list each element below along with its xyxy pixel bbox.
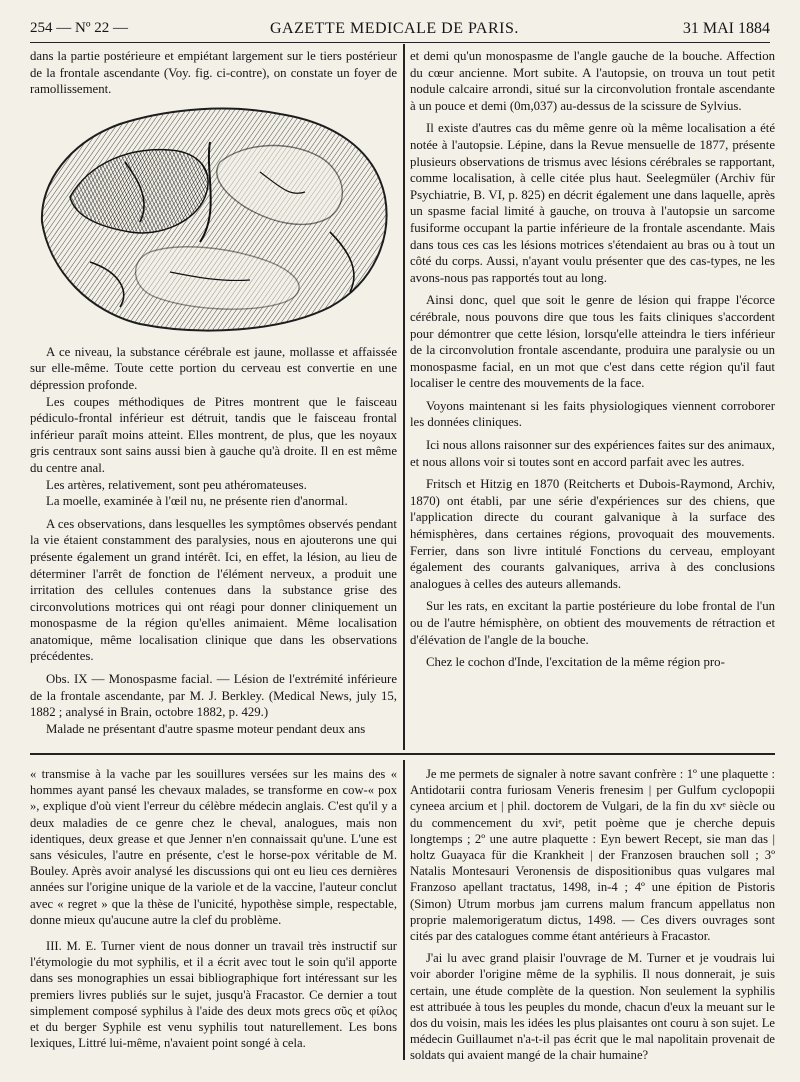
paragraph-7: Malade ne présentant d'autre spasme moteur pendant deux ans: [46, 721, 366, 736]
paragraph-6: Fritsch et Hitzig en 1870 (Reitcherts et Dubois-Raymond, Archiv, 1870) ont établi, par une série d'expériences sur des chiens, que l'application directe du courant galvanique à la surface des hémisphères, dans certaines régions, provoquait des mouvements. Ferrier, dans son livre intitulé Fonctions du cerveau, employant également des courants galvaniques, arriva à des conclusions analogues à celles des auteurs allemands.: [410, 477, 775, 591]
page-number: 254 — Nº 22 —: [30, 20, 128, 36]
paragraph-1: Je me permets de signaler à notre savant confrère : 1º une plaquette : Antidotarii contra furiosam Veneris frenesim | per Gulfum cyclopopii cyneea arcium et | phil. doctorem de Vulgari, de la fin du xvᵉ siècle ou du commencement du xviᵉ, petit poème que je cherche depuis longtemps ; 2º une autre plaquette : Eyn bewert Recept, sie man das | holtz Guayaca für die Krankheit | der Franzosen brauchen soll ; 3º Natalis Montesauri Veronensis de dispositionibus quas vulgares mal Franzoso apellant tractatus, 1498, in-4 ; 4º une épition de Pistoris (Simon) Utrum morbus jam currens malum francum appellatus non proprie malemorigeratum dictus, 1498. — Ces divers ouvrages sont cités par des catalogues comme étant antérieurs à Fracastor.: [410, 767, 775, 944]
paragraph-3: Les artères, relativement, sont peu athéromateuses.: [46, 477, 307, 492]
paragraph-2: Les coupes méthodiques de Pitres montrent que le faisceau pédiculo-frontal inférieur est détruit, tandis que le faisceau frontal inférieur paraît moins atteint. Elles montrent, de plus, que les noyaux gris centraux sont sains aussi bien à gauche qu'à droite. Il en est même du centre anal.: [30, 394, 397, 475]
paragraph-1: A ce niveau, la substance cérébrale est jaune, mollasse et affaissée sur elle-même. Toute cette portion du cerveau est convertie en une dépression profonde.: [30, 344, 397, 392]
paragraph-4: Voyons maintenant si les faits physiologiques viennent corroborer les données cliniques.: [410, 398, 775, 430]
brain-engraving-icon: [30, 102, 397, 338]
top-left-column: [30, 48, 397, 737]
section-divider: [30, 753, 775, 755]
observation-ix-heading: Obs. IX — Monospasme facial. — Lésion de l'extrémité inférieure de la frontale ascendante, par M. J. Berkley. (Medical News, july 15, 1882 ; analysé in Brain, octobre 1882, p. 429.): [30, 672, 397, 720]
paragraph-8: Chez le cochon d'Inde, l'excitation de la même région pro-: [426, 655, 725, 670]
issue-date: 31 MAI 1884: [682, 20, 770, 37]
paragraph-1: et demi qu'un monospasme de l'angle gauche de la bouche. Affection du cœur ancienne. Mort subite. A l'autopsie, on trouva un tout petit nodule calcaire arrondi, situé sur la circonvolution frontale ascendante à un pouce et demi (0m,037) au-dessus de la scissure de Sylvius.: [410, 49, 775, 113]
paragraph-3: Ainsi donc, quel que soit le genre de lésion qui frappe l'écorce cérébrale, nous pouvons dire que tous les faits cliniques s'accordent pour démontrer que cette lésion, lorsqu'elle atteindra le tiers inférieur de la circonvolution frontale ascendante, produira une paralysie ou un monospasme facial, en un mot que c'est dans cette région qu'il faut localiser le centre des mouvements de la face.: [410, 293, 775, 391]
paragraph-1: « transmise à la vache par les souillures versées sur les mains des « hommes ayant pansé les chevaux malades, se transforme en cow-« pox », explique d'où vient l'erreur du célèbre médecin anglais. C'est qu'il y a deux maladies de ce genre chez le cheval, analogues, mais non identiques, deux grease et que Jenner n'en connaissait qu'une. L'une est sans vésicules, l'autre en présente, c'est le horse-pox véritable de M. Bouley. Après avoir analysé les discussions qui ont eu lieu ces dernières années sur l'origine unique de la variole et de la vaccine, l'auteur conclut avec « regret » que la thèse de l'unicité, hypothèse simple, respectable, donne mieux qu'aucune autre la clef du problème.: [30, 767, 397, 927]
journal-title: GAZETTE MEDICALE DE PARIS.: [270, 20, 519, 37]
paragraph-5: A ces observations, dans lesquelles les symptômes observés pendant la vie étaient constamment des paralysies, nous en ajouterons une qui présente également un grand intérêt. Ici, en effet, la lésion, au lieu de déterminer l'arrêt de fonction de l'élément nerveux, a produit une irritation des cellules contenues dans la substance grise des circonvolutions motrices qui ont réagi pour donner cliniquement un monospasme de la région qu'elles animaient. Même localisation anatomique, même localisation clinique que dans les observations précédentes.: [30, 516, 397, 664]
paragraph-5: Ici nous allons raisonner sur des expériences faites sur des animaux, et nous allons voir si toutes sont en accord parfait avec les autres.: [410, 438, 775, 469]
paragraph-2: III. M. E. Turner vient de nous donner un travail très instructif sur l'étymologie du mot syphilis, et il a écrit avec tout le soin qu'il apporte dans ses monographies un essai bibliographique fort intéressant sur les premiers livres publiés sur le sujet, jusqu'à Fracastor. Ce dernier a tout simplement composé syphilus à l'aide des deux mots grecs σῦς et φίλος et du berger Syphile est venu syphilis tout naturellement. Les bons lexiques, Littré lui-même, n'avaient point songé à cela.: [30, 939, 397, 1051]
paragraph-4: La moelle, examinée à l'œil nu, ne présente rien d'anormal.: [46, 494, 348, 509]
bottom-right-column: [410, 766, 775, 1064]
column-divider-top: [403, 44, 405, 750]
top-right-column: [410, 48, 775, 671]
intro-paragraph: dans la partie postérieure et empiétant largement sur le tiers postérieur de la frontale ascendante (Voy. fig. ci-contre), on constate un foyer de ramollissement.: [30, 49, 397, 97]
page-header: [30, 8, 770, 43]
paragraph-2: J'ai lu avec grand plaisir l'ouvrage de M. Turner et je voudrais lui voir aborder l'origine même de la syphilis. Il nous donnerait, je suis certain, une étude complète de la question. Non seulement la syphilis est attribuée à tous les peuples du monde, chacun d'eux la meuant sur le dos du voisin, mais les idées les plus plaisantes ont couru à son sujet. Le médecin Guillaumet n'a-t-il pas écrit que le mal napolitain provenait de soldats qui avaient mangé de la chair humaine?: [410, 951, 775, 1063]
bottom-left-column: [30, 766, 397, 1051]
paragraph-7: Sur les rats, en excitant la partie postérieure du lobe frontal de l'un ou de l'autre hémisphère, on obtient des mouvements de rétraction et d'élévation de l'angle de la bouche.: [410, 599, 775, 647]
paragraph-2: Il existe d'autres cas du même genre où la même localisation a été notée à l'autopsie. Lépine, dans la Revue mensuelle de 1877, présente plusieurs observations de trismus avec lésions cérébrales se rapportant, comme localisation, à celle citée plus haut. Seelegmüler (Archiv für Psychiatrie, B. VI, p. 825) en décrit également une dans laquelle, après un spasme facial limité à gauche, on trouva à l'autopsie un sarcome fusiforme occupant la partie inférieure de la frontale ascendante. Mais dans tous ces cas les lésions motrices s'étendaient au bras ou à tout un côté du corps. Aussi, n'ayant voulu présenter que des cas-types, ne les avons-nous pas rapportés tout au long.: [410, 121, 775, 285]
column-divider-bottom: [403, 760, 405, 1060]
